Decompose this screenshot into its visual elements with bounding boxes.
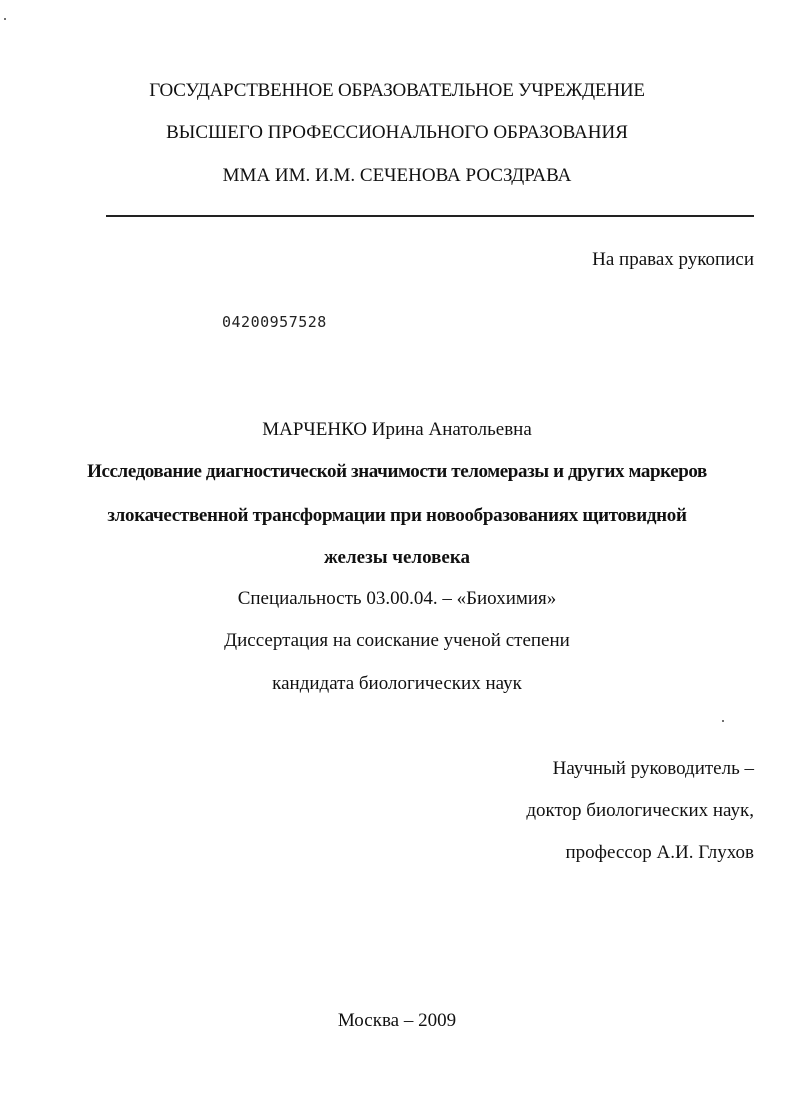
- thesis-title-line-2: злокачественной трансформации при новообразованиях щитовидной: [107, 505, 687, 526]
- institution-line-3: ММА ИМ. И.М. СЕЧЕНОВА РОСЗДРАВА: [222, 165, 572, 186]
- institution-line-1: ГОСУДАРСТВЕННОЕ ОБРАЗОВАТЕЛЬНОЕ УЧРЕЖДЕНИЕ: [149, 80, 645, 101]
- author-name: МАРЧЕНКО Ирина Анатольевна: [262, 419, 532, 440]
- header-divider: [106, 215, 754, 217]
- degree-line-1: Диссертация на соискание ученой степени: [224, 630, 570, 651]
- thesis-title-line-3: железы человека: [324, 547, 470, 568]
- inventory-number: 04200957528: [222, 313, 327, 331]
- supervisor-line-1: Научный руководитель –: [552, 758, 754, 779]
- manuscript-note: На правах рукописи: [592, 249, 754, 270]
- scan-speck: [722, 720, 724, 722]
- thesis-title-line-1: Исследование диагностической значимости теломеразы и других маркеров: [87, 461, 707, 482]
- supervisor-line-3: профессор А.И. Глухов: [565, 842, 754, 863]
- specialty: Специальность 03.00.04. – «Биохимия»: [237, 588, 557, 609]
- scan-speck: [4, 18, 6, 20]
- degree-line-2: кандидата биологических наук: [272, 673, 522, 694]
- institution-line-2: ВЫСШЕГО ПРОФЕССИОНАЛЬНОГО ОБРАЗОВАНИЯ: [166, 122, 628, 143]
- supervisor-line-2: доктор биологических наук,: [526, 800, 754, 821]
- city-year: Москва – 2009: [337, 1010, 457, 1031]
